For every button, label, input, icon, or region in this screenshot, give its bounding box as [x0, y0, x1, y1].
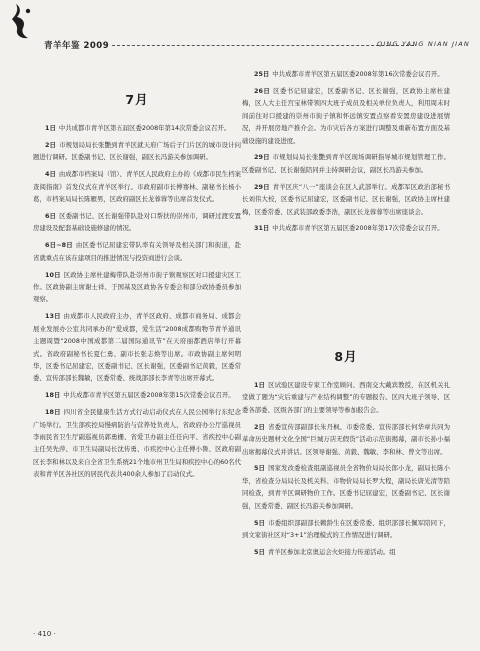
chronicle-entry: [33, 168, 241, 205]
chronicle-entry: [242, 181, 450, 218]
august-section: [242, 347, 450, 563]
entry-date: 5日: [254, 547, 265, 556]
entry-date: 6日~8日: [45, 241, 73, 250]
entry-text: 青羊区庆“八一”座谈会在区人武部举行。成都军区政治部秘书长刘伟大校，区委书记屈建宏，区委副书记、区长谢强，区政协主席杜建梅，区委常委、区武装部政委李浩，副区长龙蓉蓉等出席座谈会。: [242, 182, 450, 216]
chronicle-entry: [242, 151, 450, 176]
entry-text: 中共成都市青羊区第五届区委2008年第16次常委会议召开。: [272, 70, 444, 78]
entry-text: 市规划局局长张艷到青羊区就天府广场后子门片区的城市设计问题进行调研。区委副书记、区长谢强，副区长冯游关参加调研。: [33, 140, 241, 162]
july-entries: [33, 122, 241, 481]
chronicle-entry: [33, 122, 241, 134]
entry-text: 区委书记屈建宏，区委副书记、区长谢强，区政协主席杜建梅，区人大主任宫宝林带领四大班子成员及相关单位负责人，利用周末时间前往对口援建的崇州市街子镇和怀远镇安置点察看安置房建设进展情况，并开展房地产推介会。为市灾后各方案进行调整及重新布置方面及基础设施的建设进度。: [242, 86, 450, 145]
month-heading-july: 7月: [125, 92, 149, 107]
right-column: [242, 68, 450, 239]
august-entries: [242, 379, 450, 558]
entry-text: 中共成都市青羊区第五届区委2008年第14次常委会议召开。: [58, 124, 231, 132]
chronicle-entry: [242, 546, 450, 558]
entry-date: 1日: [254, 381, 266, 389]
entry-text: 区委副书记、区长谢强带队赴对口帮扶的崇州市，调研过渡安置房建设及配套基础设施修建的情况。: [33, 211, 241, 233]
header-left-title: 青羊年鉴 2009: [44, 41, 110, 51]
entry-text: 由成都市档案局（馆）、青羊区人民政府主办的《成都市民生档案查阅指南》首发仪式在青羊区举行。市政府副市长傅骞林、副秘书长杨小葛，市档案局局长陈雁男，区政府副区长龙蓉蓉等出席首发仪式。: [33, 170, 241, 204]
chronicle-entry: [242, 222, 450, 234]
entry-date: 13日: [45, 312, 61, 321]
entry-date: 29日: [254, 153, 270, 162]
chronicle-entry: [33, 139, 241, 164]
chronicle-entry: [242, 462, 450, 512]
chronicle-entry: [242, 68, 450, 80]
entry-date: 1日: [45, 124, 56, 132]
entry-text: 区政协主席杜建梅带队赴崇州市街子镇观察区对口援建灾区工作。区政协副主席谢士祥、于国基及区政协各专委会和部分政协委员参加观察。: [33, 270, 241, 304]
header-rule: [112, 45, 414, 46]
entry-date: 5日: [254, 464, 266, 473]
entry-date: 25日: [254, 70, 270, 78]
entry-date: 6日: [45, 211, 57, 220]
entry-date: 18日: [45, 408, 61, 417]
chronicle-entry: [33, 310, 241, 384]
chronicle-entry: [33, 389, 241, 401]
entry-text: 中共成都市青羊区第五届区委2008年第17次常委会议召开。: [272, 224, 444, 233]
july-entries-continued: [242, 68, 450, 235]
entry-date: 18日: [45, 391, 61, 400]
entry-text: 省委宣传部副部长朱丹枫、市委常委、宣传部部长何华章共同为革命历史题材文化全国“巨城万店无假货”活动示范街揭幕，副市长孙小福出席揭幕仪式并讲话。区领导谢强、黄毅、魏敏、李和林、曾文等出席。: [242, 422, 450, 456]
header-right-title: QING YANG NIAN JIAN: [377, 40, 470, 48]
chronicle-entry: [33, 269, 241, 306]
entry-text: 国家发改委检查组副巡视员全省物价局局长郎小龙，副局长陈小华，省检查分局局长及机关科、市物价局局长罗大程，副局长唐光清等陪同检查，到青羊区调研物价工作。区委书记屈建宏，区委副书记、区长谢强，区委常委、副区长冯游关参加调研。: [242, 464, 450, 510]
month-heading-august: 8月: [334, 349, 358, 364]
entry-date: 4日: [45, 170, 56, 179]
chronicle-entry: [242, 85, 450, 147]
chronicle-entry: [242, 379, 450, 416]
entry-date: 5日: [254, 518, 266, 527]
entry-text: 市委组织部副部长赖龄生在区委常委、组织部部长佩军陪同下，到文家街社区对“3+1”治理模式的工作情况进行调研。: [242, 518, 450, 539]
entry-text: 中共成都市青羊区第五届区委2008年第15次常委会议召开。: [63, 391, 235, 400]
chronicle-entry: [33, 406, 241, 480]
entry-date: 29日: [254, 182, 270, 191]
entry-text: 区试验区建设专家工作室顾问、西南交大戴宾教授，在区机关礼堂做了题为“灾后重建与产业结构调整”的专题报告。区四大班子领导、区委各部委、区级各部门的主要领导等参加报告会。: [242, 381, 450, 414]
page-number: · 410 ·: [33, 629, 56, 638]
entry-date: 31日: [254, 224, 270, 233]
entry-text: 青羊区参加北京奥运会火炬接力传递活动。组: [267, 547, 396, 556]
chronicle-entry: [242, 421, 450, 458]
entry-date: 10日: [45, 270, 61, 279]
entry-date: 2日: [45, 140, 57, 149]
entry-date: 2日: [254, 422, 266, 431]
left-column: [33, 68, 241, 485]
entry-text: 由成都市人民政府主办，青羊区政府、成都市商务局、成都会展业发展办公室共同承办的“爱成都，爱生活”2008成都购物节青羊通讯主题周暨“2008中国成都第二届国际通讯节”在天府丽都酒店举行开幕式。省政府副秘书长夏仁勇、副市长张志焕等出席。市政协副主席何明华，区委书记屈建宏，区委副书记、区长谢强，区委副书记黄毅，区委常委、宣传部部长魏敏，区委常委、统战部部长李青等出席开幕式。: [33, 312, 241, 383]
entry-text: 由区委书记屈建宏带队率有关领导及相关部门和街道，赴省就重点在该在建项目的推进情况与投资商进行会谈。: [33, 241, 242, 262]
qingyang-logo-icon: [8, 2, 38, 42]
chronicle-entry: [33, 210, 241, 235]
page-header: [0, 0, 480, 58]
entry-text: 四川省全民健康生活方式行动启动仪式在人民公园举行东纪念广场举行。卫生部疾控局慢病防治与营养处负责人、省政府办公厅巡视员李雨民省卫生厅副巡视员郭勇栅、省爱卫办副主任任向平、省疾控中心副主任吴先萍、市卫生局副局长沈传勇、市疾控中心主任傅小鲁、区政府副区长李和林以及来自全省卫生系统21个地市州卫生局和疾控中心的60名代表和青羊区各社区的居民代表共400余人参加了启动仪式。: [33, 408, 241, 479]
chronicle-entry: [33, 239, 241, 264]
entry-date: 26日: [254, 86, 271, 95]
entry-text: 市规划局局长张艷到青羊区现场调研指导城市规划管理工作。区委副书记、区长谢强陪同并主持调研会议，副区长冯游关参加。: [242, 153, 450, 174]
chronicle-entry: [242, 517, 450, 542]
